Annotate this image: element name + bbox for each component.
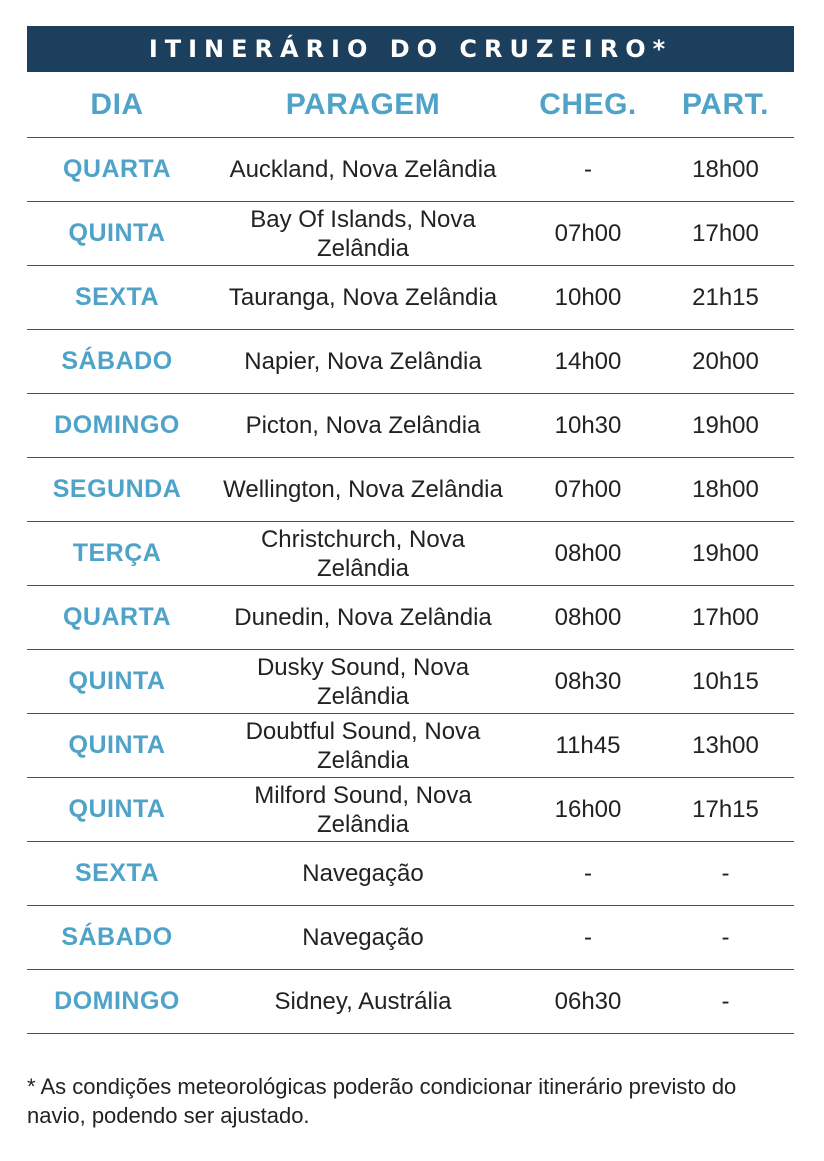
row-day: SÁBADO bbox=[61, 347, 173, 375]
row-departure: 17h15 bbox=[692, 795, 759, 823]
table-row bbox=[27, 458, 794, 522]
row-stop: Wellington, Nova Zelândia bbox=[223, 476, 503, 503]
table-body bbox=[27, 138, 794, 1034]
table-row bbox=[27, 970, 794, 1034]
header-partida: PART. bbox=[682, 88, 769, 121]
row-stop: Navegação bbox=[302, 860, 424, 887]
row-departure: - bbox=[721, 923, 730, 951]
row-arrival: 08h00 bbox=[554, 603, 622, 631]
row-arrival: 07h00 bbox=[554, 475, 622, 503]
row-arrival: - bbox=[584, 859, 592, 887]
row-stop: Christchurch, Nova Zelândia bbox=[260, 525, 466, 582]
row-stop: Picton, Nova Zelândia bbox=[245, 412, 481, 439]
header-dia: DIA bbox=[90, 88, 144, 121]
row-departure: 19h00 bbox=[692, 411, 759, 439]
row-stop: Navegação bbox=[302, 924, 424, 951]
row-day: QUINTA bbox=[68, 731, 166, 759]
row-day: TERÇA bbox=[72, 539, 162, 567]
table-row bbox=[27, 714, 794, 778]
row-arrival: 08h00 bbox=[554, 539, 622, 567]
row-day: SÁBADO bbox=[61, 923, 173, 951]
row-departure: 17h00 bbox=[692, 603, 759, 631]
row-departure: 21h15 bbox=[692, 283, 759, 311]
header-chegada: CHEG. bbox=[539, 88, 637, 121]
header-paragem: PARAGEM bbox=[285, 88, 441, 121]
row-departure: 13h00 bbox=[692, 731, 759, 759]
table-row bbox=[27, 202, 794, 266]
row-day: SEGUNDA bbox=[52, 475, 182, 503]
table-row bbox=[27, 778, 794, 842]
row-departure: 18h00 bbox=[692, 155, 759, 183]
row-arrival: 16h00 bbox=[554, 795, 622, 823]
row-arrival: 10h00 bbox=[554, 283, 622, 311]
table-row bbox=[27, 842, 794, 906]
row-day: QUINTA bbox=[68, 795, 166, 823]
row-day: QUINTA bbox=[68, 667, 166, 695]
row-stop: Bay Of Islands, Nova Zelândia bbox=[250, 205, 476, 262]
row-departure: - bbox=[721, 987, 730, 1015]
row-stop: Milford Sound, Nova Zelândia bbox=[254, 781, 472, 838]
row-stop: Auckland, Nova Zelândia bbox=[229, 156, 497, 183]
row-stop: Doubtful Sound, Nova Zelândia bbox=[245, 717, 481, 774]
table-row bbox=[27, 394, 794, 458]
row-stop: Sidney, Austrália bbox=[274, 988, 452, 1015]
row-arrival: 14h00 bbox=[554, 347, 622, 375]
row-departure: 19h00 bbox=[692, 539, 759, 567]
row-arrival: - bbox=[584, 923, 592, 951]
row-day: DOMINGO bbox=[54, 987, 180, 1015]
row-arrival: 07h00 bbox=[554, 219, 622, 247]
row-day: QUARTA bbox=[62, 603, 172, 631]
table-header-row bbox=[27, 73, 794, 138]
row-arrival: 08h30 bbox=[554, 667, 622, 695]
row-stop: Tauranga, Nova Zelândia bbox=[228, 284, 498, 311]
row-day: QUARTA bbox=[62, 155, 172, 183]
row-day: DOMINGO bbox=[54, 411, 180, 439]
row-arrival: 06h30 bbox=[554, 987, 622, 1015]
row-arrival: 10h30 bbox=[554, 411, 622, 439]
table-row bbox=[27, 522, 794, 586]
row-departure: 10h15 bbox=[692, 667, 759, 695]
itinerary-table bbox=[27, 73, 794, 1034]
row-departure: 17h00 bbox=[692, 219, 759, 247]
table-row bbox=[27, 330, 794, 394]
row-stop: Dunedin, Nova Zelândia bbox=[234, 604, 492, 631]
row-stop: Dusky Sound, Nova Zelândia bbox=[256, 653, 470, 710]
row-departure: 20h00 bbox=[692, 347, 759, 375]
itinerary-title: ITINERÁRIO DO CRUZEIRO* bbox=[27, 26, 794, 72]
table-row bbox=[27, 650, 794, 714]
table-row bbox=[27, 906, 794, 970]
row-departure: - bbox=[721, 859, 730, 887]
row-day: QUINTA bbox=[68, 219, 166, 247]
table-row bbox=[27, 266, 794, 330]
row-day: SEXTA bbox=[75, 859, 159, 887]
table-row bbox=[27, 138, 794, 202]
footnote: * As condições meteorológicas poderão condicionar itinerário previsto do navio, podendo ser ajustado. bbox=[27, 1074, 737, 1128]
row-day: SEXTA bbox=[75, 283, 159, 311]
row-arrival: 11h45 bbox=[555, 731, 621, 759]
row-departure: 18h00 bbox=[692, 475, 759, 503]
row-stop: Napier, Nova Zelândia bbox=[244, 348, 482, 375]
row-arrival: - bbox=[584, 155, 592, 183]
table-row bbox=[27, 586, 794, 650]
